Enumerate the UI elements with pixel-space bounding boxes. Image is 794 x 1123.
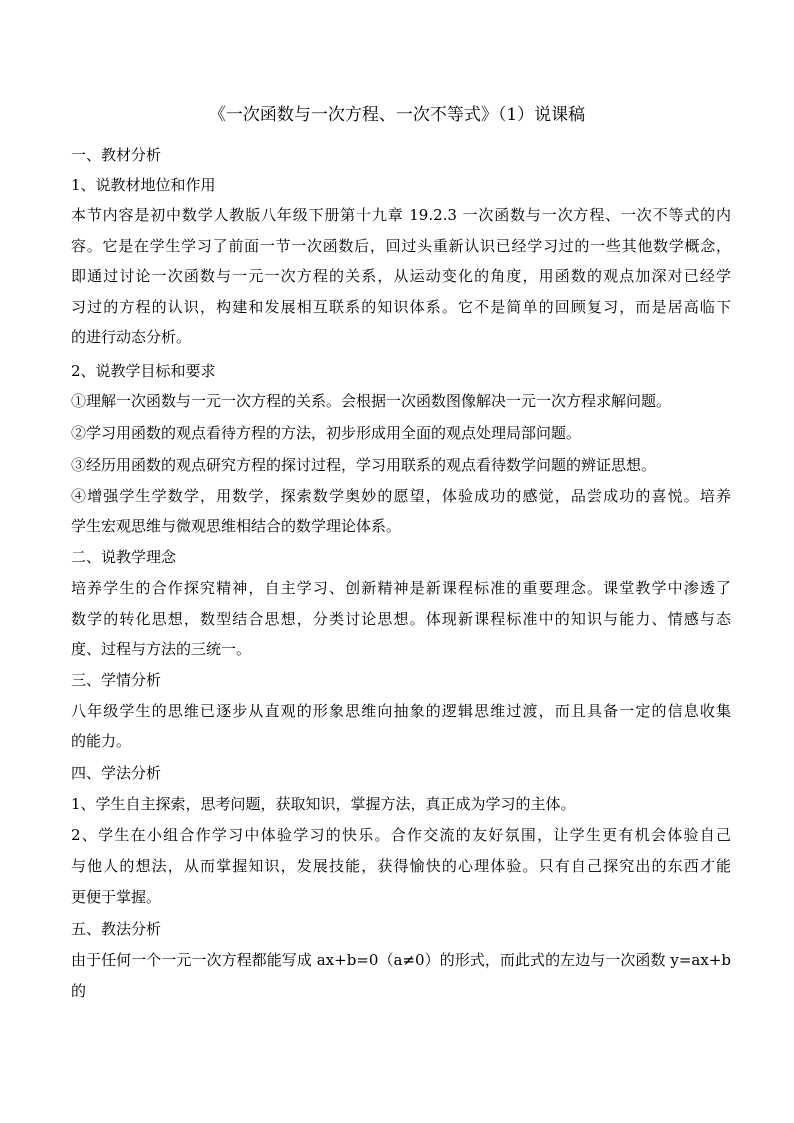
paragraph-line: 度、过程与方法的三统一。	[71, 640, 252, 658]
section-heading-teaching-method: 五、教法分析	[71, 920, 162, 938]
goal-item-2: ②学习用函数的观点看待方程的方法，初步形成用全面的观点处理局部问题。	[71, 424, 582, 442]
paragraph-line: 八年级学生的思维已逐步从直观的形象思维向抽象的逻辑思维过渡，而且具备一定的信息收集	[71, 702, 731, 720]
section-heading-textbook-analysis: 一、教材分析	[71, 146, 162, 164]
goal-item-4-cont: 学生宏观思维与微观思维相结合的数学理论体系。	[71, 517, 402, 535]
paragraph-line: 的	[71, 982, 87, 1000]
paragraph-line: 容。它是在学生学习了前面一节一次函数后，回过头重新认识已经学习过的一些其他数学概念，	[71, 237, 731, 255]
paragraph-line: 习过的方程的认识，构建和发展相互联系的知识体系。它不是简单的回顾复习，而是居高临下	[71, 298, 731, 316]
paragraph-line: 的能力。	[71, 732, 132, 750]
document-title: 《一次函数与一次方程、一次不等式》（1）说课稿	[208, 105, 586, 125]
paragraph-line: 更便于掌握。	[71, 888, 162, 906]
paragraph-line: 本节内容是初中数学人教版八年级下册第十九章 19.2.3 一次函数与一次方程、一次不等式的内	[71, 206, 731, 224]
learning-method-item-1: 1、学生自主探索，思考问题，获取知识，掌握方法，真正成为学习的主体。	[71, 795, 576, 813]
paragraph-line: 由于任何一个一元一次方程都能写成 ax+b=0（a≠0）的形式，而此式的左边与一次函数 y=ax+b	[71, 951, 731, 969]
goal-item-4: ④增强学生学数学，用数学，探索数学奥妙的愿望，体验成功的感觉，品尝成功的喜悦。培养	[71, 487, 731, 505]
section-heading-teaching-concept: 二、说教学理念	[71, 548, 177, 566]
paragraph-line: 数学的转化思想，数型结合思想，分类讨论思想。体现新课程标准中的知识与能力、情感与态	[71, 610, 731, 628]
goal-item-3: ③经历用函数的观点研究方程的探讨过程，学习用联系的观点看待数学问题的辨证思想。	[71, 456, 657, 474]
section-heading-learning-method: 四、学法分析	[71, 764, 162, 782]
goal-item-1: ①理解一次函数与一元一次方程的关系。会根据一次函数图像解决一元一次方程求解问题。	[71, 392, 672, 410]
section-heading-student-analysis: 三、学情分析	[71, 671, 162, 689]
subheading-textbook-role: 1、说教材地位和作用	[71, 176, 216, 194]
learning-method-item-2: 2、学生在小组合作学习中体验学习的快乐。合作交流的友好氛围，让学生更有机会体验自己	[71, 826, 731, 844]
subheading-teaching-goals: 2、说教学目标和要求	[71, 362, 216, 380]
paragraph-line: 与他人的想法，从而掌握知识，发展技能，获得愉快的心理体验。只有自己探究出的东西才能	[71, 857, 731, 875]
paragraph-line: 即通过讨论一次函数与一元一次方程的关系，从运动变化的角度，用函数的观点加深对已经学	[71, 267, 731, 285]
paragraph-line: 培养学生的合作探究精神，自主学习、创新精神是新课程标准的重要理念。课堂教学中渗透了	[71, 579, 731, 597]
paragraph-line: 的进行动态分析。	[71, 328, 192, 346]
